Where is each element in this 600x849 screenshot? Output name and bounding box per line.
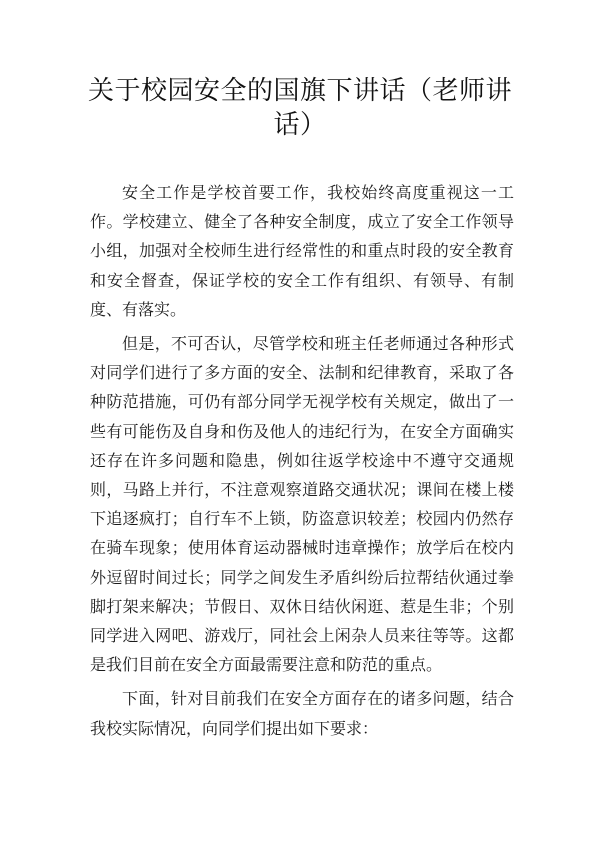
document-title: 关于校园安全的国旗下讲话（老师讲话） bbox=[88, 76, 513, 140]
paragraph: 但是，不可否认，尽管学校和班主任老师通过各种形式对同学们进行了多方面的安全、法制和纪律教育，采取了各种防范措施，可仍有部分同学无视学校有关规定，做出了一些有可能伤及自身和伤及他人的违纪行为，在安全方面确实还存在许多问题和隐患，例如往返学校途中不遵守交通规则，马路上并行，不注意观察道路交通状况；课间在楼上楼下追逐疯打；自行车不上锁，防盗意识较差；校园内仍然存在骑车现象；使用体育运动器械时违章操作；放学后在校内外逗留时间过长；同学之间发生矛盾纠纷后拉帮结伙通过拳脚打架来解决；节假日、双休日结伙闲逛、惹是生非；个别同学进入网吧、游戏厅，同社会上闲杂人员来往等等。这都是我们目前在安全方面最需要注意和防范的重点。 bbox=[90, 334, 514, 675]
document-body bbox=[90, 178, 514, 748]
paragraph: 下面，针对目前我们在安全方面存在的诸多问题，结合我校实际情况，向同学们提出如下要求： bbox=[90, 689, 514, 738]
paragraph: 安全工作是学校首要工作，我校始终高度重视这一工作。学校建立、健全了各种安全制度，成立了安全工作领导小组，加强对全校师生进行经常性的和重点时段的安全教育和安全督查，保证学校的安全工作有组织、有领导、有制度、有落实。 bbox=[90, 183, 514, 319]
